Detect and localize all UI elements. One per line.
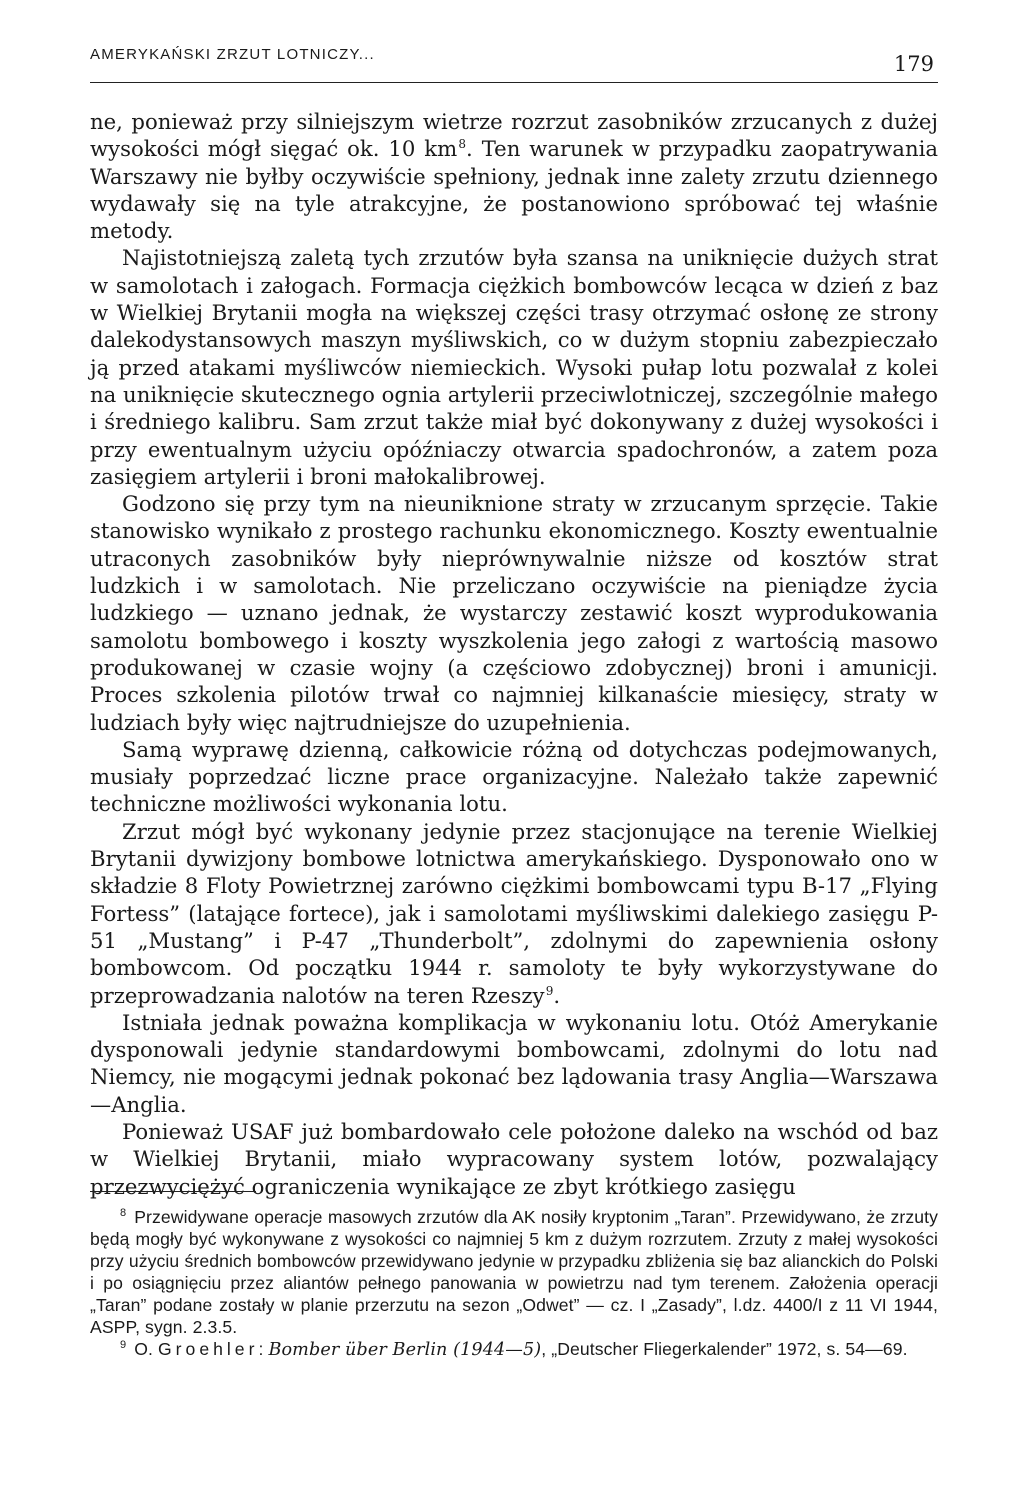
footnote-9-initial: O. (134, 1339, 153, 1359)
paragraph-1-rest: . Ten warunek w przypadku zaopatrywania Warszawy nie byłby oczywiście spełniony, jednak inne zalety zrzutu dziennego wydawały się na tyle atrakcyjne, że postanowiono spróbować tej właśnie metody. (90, 136, 938, 244)
paragraph-1-text: ne, ponieważ przy silniejszym wietrze rozrzut zasobników zrzucanych z dużej wysokości mógł sięgać ok. 10 km (90, 109, 938, 162)
paragraph-2: Najistotniejszą zaletą tych zrzutów była szansa na uniknięcie dużych strat w samolotach i załogach. Formacja ciężkich bombowców lecąca w dzień z baz w Wielkiej Brytanii mogła na większej części trasy otrzymać osłonę ze strony dalekodystansowych maszyn myśliwskich, co w dużym stopniu zabezpieczało ją przed atakami myśliwców niemieckich. Wysoki pułap lotu pozwalał z kolei na uniknięcie skutecznego ognia artylerii przeciwlotniczej, szczególnie małego i średniego kalibru. Sam zrzut także miał być dokonywany z dużej wysokości i przy ewentualnym użyciu opóźniaczy otwarcia spadochronów, a zatem poza zasięgiem artylerii i broni małokalibrowej. (90, 245, 938, 489)
paragraph-5 (90, 818, 938, 1009)
footnote-9-author: Groehler (158, 1339, 259, 1359)
footnote-9-colon: : (258, 1339, 264, 1359)
footnote-9 (90, 1338, 938, 1361)
paragraph-5-text: Zrzut mógł być wykonany jedynie przez stacjonujące na terenie Wielkiej Brytanii dywizjony bombowe lotnictwa amerykańskiego. Dysponowało ono w składzie 8 Floty Powietrznej zarówno ciężkimi bombowcami typu B-17 „Flying Fortess” (latające fortece), jak i samolotami myśliwskimi dalekiego zasięgu P-51 „Mustang” i P-47 „Thunderbolt”, zdolnymi do zapewnienia osłony bombowcom. Od początku 1944 r. samoloty te były wykorzystywane do przeprowadzania nalotów na teren Rzeszy (90, 818, 938, 1008)
footnote-8 (90, 1206, 938, 1338)
footnote-ref-8: 8 (458, 137, 467, 152)
page-number: 179 (893, 52, 934, 76)
body-text (90, 108, 938, 1200)
footnote-9-mark: 9 (120, 1339, 127, 1352)
footnote-9-title: Bomber über Berlin (1944—5) (268, 1340, 542, 1360)
page (90, 0, 938, 1491)
paragraph-5-end: . (553, 982, 561, 1008)
running-title: AMERYKAŃSKI ZRZUT LOTNICZY... (90, 46, 375, 63)
paragraph-4: Samą wyprawę dzienną, całkowicie różną od dotychczas podejmowanych, musiały poprzedzać liczne prace organizacyjne. Należało także zapewnić techniczne możliwości wykonania lotu. (90, 736, 938, 817)
footnotes (90, 1206, 938, 1361)
footnote-9-rest: , „Deutscher Fliegerkalender” 1972, s. 54—69. (541, 1339, 908, 1359)
paragraph-3: Godzono się przy tym na nieuniknione straty w zrzucanym sprzęcie. Takie stanowisko wynikało z prostego rachunku ekonomicznego. Koszty ewentualnie utraconych zasobników były nieprównywalnie niższe od kosztów strat ludzkich i w samolotach. Nie przeliczano oczywiście na pieniądze życia ludzkiego — uznano jednak, że wystarczy zestawić koszt wyprodukowania samolotu bombowego i koszty wyszkolenia jego załogi z wartością masowo produkowanej w czasie wojny (a częściowo zdobycznej) broni i amunicji. Proces szkolenia pilotów trwał co najmniej kilkanaście miesięcy, straty w ludziach były więc najtrudniejsze do uzupełnienia. (90, 491, 938, 735)
paragraph-1 (90, 108, 938, 244)
footnote-rule (90, 1191, 256, 1192)
footnote-8-text: Przewidywane operacje masowych zrzutów dla AK nosiły kryptonim „Taran”. Przewidywano, że zrzuty będą mogły być wykonywane z wysokości co najmniej 5 km z dużym rozrzutem. Zrzuty z małej wysokości przy użyciu średnich bombowców przewidywano jedynie w przypadku zbliżenia się baz alianckich do Polski i po osiągnięciu przez aliantów pełnego panowania w powietrzu nad tym terenem. Założenia operacji „Taran” podane zostały w planie przerzutu na sezon „Odwet” — cz. I „Zasady”, l.dz. 4400/I z 11 VI 1944, ASPP, sygn. 2.3.5. (90, 1207, 938, 1337)
paragraph-7: Ponieważ USAF już bombardowało cele położone daleko na wschód od baz w Wielkiej Brytanii, miało wypracowany system lotów, pozwalający przezwyciężyć ograniczenia wynikające ze zbyt krótkiego zasięgu (90, 1118, 938, 1199)
running-head (90, 42, 938, 83)
footnote-ref-9: 9 (545, 983, 554, 998)
paragraph-6: Istniała jednak poważna komplikacja w wykonaniu lotu. Otóż Amerykanie dysponowali jedynie standardowymi bombowcami, zdolnymi do lotu nad Niemcy, nie mogącymi jednak pokonać bez lądowania trasy Anglia—Warszawa—Anglia. (90, 1009, 938, 1117)
footnote-8-mark: 8 (120, 1207, 127, 1220)
